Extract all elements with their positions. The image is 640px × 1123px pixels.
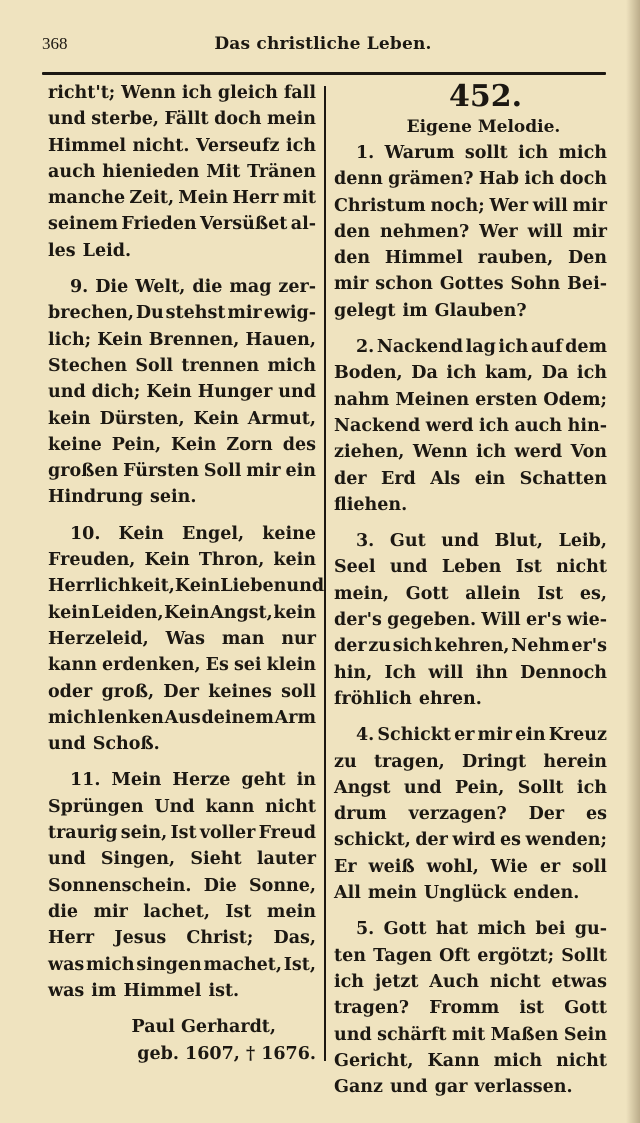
verse-line: Sprüngen Und kann nicht xyxy=(48,796,316,817)
hymn-number: 452. xyxy=(448,79,523,114)
column-divider xyxy=(324,86,326,1061)
verse-line: Boden, Da ich kam, Da ich xyxy=(334,363,607,384)
verse-line: Gericht, Kann mich nicht xyxy=(334,1050,607,1071)
verse-line: 11. Mein Herze geht in xyxy=(70,770,316,791)
verse-line: und schärft mit Maßen Sein xyxy=(334,1024,607,1045)
stanza xyxy=(334,916,607,1100)
page-number: 368 xyxy=(42,34,68,53)
verse-line: hin, Ich will ihn Dennoch xyxy=(334,662,607,683)
verse-line: les Leid. xyxy=(48,240,132,261)
page-header xyxy=(42,34,604,64)
verse-line: großen Fürsten Soll mir ein xyxy=(48,461,316,482)
verse-line: Himmel nicht. Verseufz ich xyxy=(48,135,316,156)
verse-line: All mein Unglück enden. xyxy=(334,883,580,904)
verse-line: 10. Kein Engel, keine xyxy=(70,523,316,544)
verse-line: was mich singen machet, Ist, xyxy=(48,954,316,975)
verse-line: Christum noch; Wer will mir xyxy=(334,195,607,216)
stanza xyxy=(334,140,607,324)
verse-line: nahm Meinen ersten Odem; xyxy=(334,389,607,410)
verse-line: kein Dürsten, Kein Armut, xyxy=(48,408,316,429)
stanza xyxy=(334,334,607,518)
page-edge-shadow xyxy=(626,0,640,1123)
verse-line: seinem Frieden Versüßet al- xyxy=(48,214,316,235)
stanza xyxy=(334,722,607,906)
verse-line: schickt, der wird es wenden; xyxy=(334,830,607,851)
verse-line: Stechen Soll trennen mich xyxy=(48,355,316,376)
stanza xyxy=(334,528,607,712)
verse-line: ich jetzt Auch nicht etwas xyxy=(334,971,607,992)
verse-line: fröhlich ehren. xyxy=(334,688,482,709)
stanza xyxy=(48,274,316,511)
verse-line: drum verzagen? Der es xyxy=(334,804,607,825)
verse-line: Herr Jesus Christ; Das, xyxy=(48,928,316,949)
stanza-gap xyxy=(48,1004,316,1014)
stanza-gap xyxy=(334,324,607,334)
verse-line: was im Himmel ist. xyxy=(48,980,240,1001)
verse-line: Herrlichkeit, Kein Lieben und xyxy=(48,576,325,597)
stanza-gap xyxy=(334,518,607,528)
verse-line: und dich; Kein Hunger und xyxy=(48,382,316,403)
stanza xyxy=(48,767,316,1004)
verse-line: fliehen. xyxy=(334,494,408,515)
verse-line: richt't; Wenn ich gleich fall xyxy=(48,83,316,103)
verse-line: Seel und Leben Ist nicht xyxy=(334,557,607,578)
left-column xyxy=(48,80,325,1068)
verse-line: den Himmel rauben, Den xyxy=(334,248,607,269)
verse-line: der's gegeben. Will er's wie- xyxy=(334,610,607,631)
running-title: Das christliche Leben. xyxy=(214,34,432,54)
verse-line: und sterbe, Fällt doch mein xyxy=(48,109,316,130)
verse-line: brechen, Du stehst mir ewig- xyxy=(48,303,316,324)
verse-line: und Singen, Sieht lauter xyxy=(48,849,316,870)
right-column xyxy=(334,80,607,1100)
verse-line: zu tragen, Dringt herein xyxy=(334,751,607,772)
verse-line: Sonnenschein. Die Sonne, xyxy=(48,875,316,896)
verse-line: Er weiß wohl, Wie er soll xyxy=(334,856,607,877)
verse-line: auch hienieden Mit Tränen xyxy=(48,161,316,182)
verse-line: ziehen, Wenn ich werd Von xyxy=(334,442,607,463)
verse-line: Hindrung sein. xyxy=(48,487,197,508)
verse-line: lich; Kein Brennen, Hauen, xyxy=(48,329,316,350)
verse-line: oder groß, Der keines soll xyxy=(48,681,316,702)
verse-line: manche Zeit, Mein Herr mit xyxy=(48,188,316,209)
author-name: Paul Gerhardt, xyxy=(131,1017,276,1038)
verse-line: mir schon Gottes Sohn Bei- xyxy=(334,274,607,295)
verse-line: 1. Warum sollt ich mich xyxy=(356,143,607,163)
verse-line: denn grämen? Hab ich doch xyxy=(334,169,607,190)
stanza-gap xyxy=(48,511,316,521)
verse-line: ten Tagen Oft ergötzt; Sollt xyxy=(334,945,607,966)
verse-line: und Schoß. xyxy=(48,734,160,755)
verse-line: Freuden, Kein Thron, kein xyxy=(48,550,316,571)
verse-line: tragen? Fromm ist Gott xyxy=(334,998,607,1019)
verse-line: 9. Die Welt, die mag zer- xyxy=(70,277,316,298)
verse-line: 4. Schickt er mir ein Kreuz xyxy=(356,725,607,746)
verse-line: 2. Nackend lag ich auf dem xyxy=(356,337,607,358)
stanza xyxy=(48,521,325,758)
author-dates: geb. 1607, † 1676. xyxy=(137,1044,316,1065)
verse-line: kein Leiden, Kein Angst, kein xyxy=(48,602,316,623)
verse-line: Angst und Pein, Sollt ich xyxy=(334,777,607,798)
verse-line: Ganz und gar verlassen. xyxy=(334,1077,573,1098)
verse-line: Nackend werd ich auch hin- xyxy=(334,415,607,436)
stanza-gap xyxy=(48,757,316,767)
verse-line: der zu sich kehren, Nehm er's xyxy=(334,636,607,657)
verse-line: traurig sein, Ist voller Freud xyxy=(48,823,316,844)
verse-line: kann erdenken, Es sei klein xyxy=(48,655,316,676)
verse-line: mein, Gott allein Ist es, xyxy=(334,583,607,604)
melody-heading: Eigene Melodie. xyxy=(406,117,561,137)
verse-line: 5. Gott hat mich bei gu- xyxy=(356,919,607,940)
verse-line: den nehmen? Wer will mir xyxy=(334,221,607,242)
verse-line: 3. Gut und Blut, Leib, xyxy=(356,531,607,552)
verse-line: der Erd Als ein Schatten xyxy=(334,468,607,489)
stanza-gap xyxy=(334,712,607,722)
verse-line: gelegt im Glauben? xyxy=(334,300,527,321)
verse-line: keine Pein, Kein Zorn des xyxy=(48,434,316,455)
header-rule xyxy=(42,72,606,75)
stanza-gap xyxy=(334,906,607,916)
verse-line: die mir lachet, Ist mein xyxy=(48,901,316,922)
verse-line: mich lenken Aus deinem Arm xyxy=(48,707,316,728)
stanza-gap xyxy=(48,264,316,274)
verse-line: Herzeleid, Was man nur xyxy=(48,628,316,649)
stanza xyxy=(48,80,316,264)
